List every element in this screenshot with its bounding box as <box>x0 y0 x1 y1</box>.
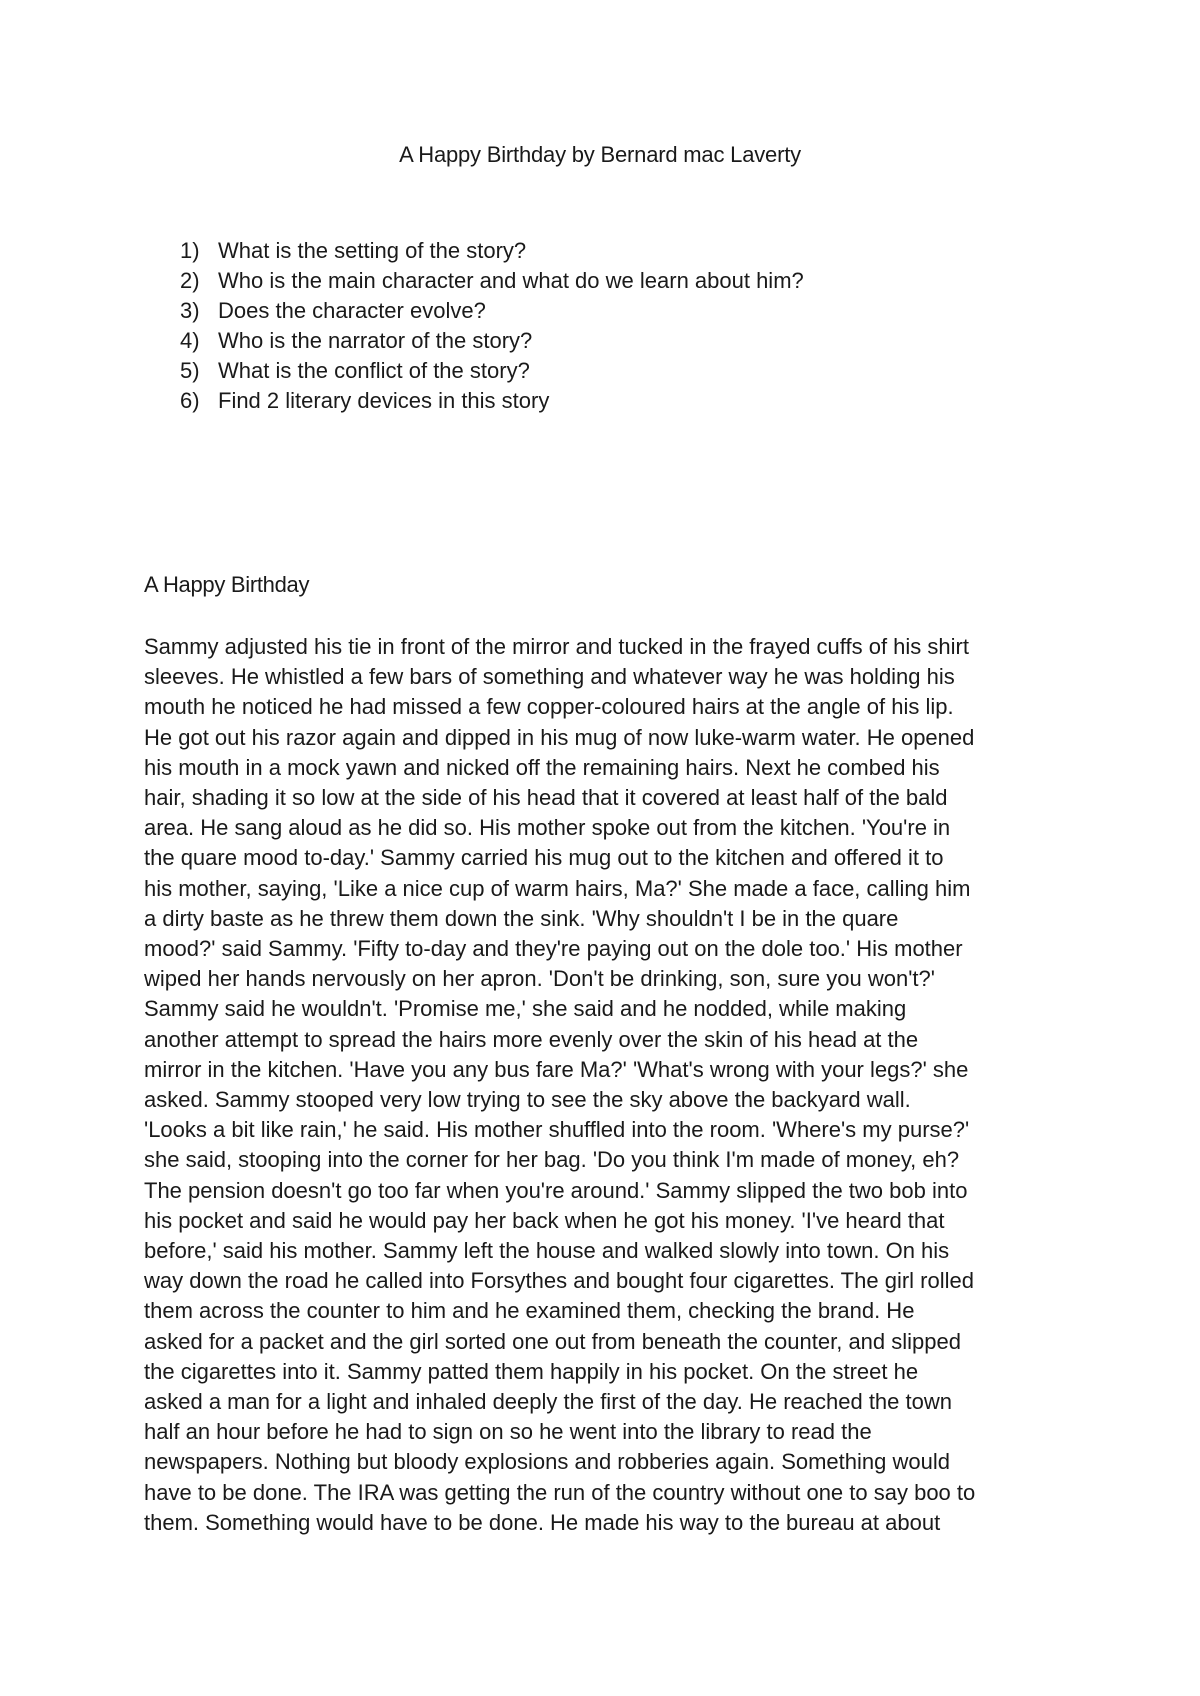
question-item <box>180 386 804 416</box>
question-text: Who is the main character and what do we learn about him? <box>218 268 804 293</box>
question-number: 3) <box>180 298 200 323</box>
story-line: have to be done. The IRA was getting the run of the country without one to say boo to <box>144 1479 976 1505</box>
story-line: mirror in the kitchen. 'Have you any bus fare Ma?' 'What's wrong with your legs?' she <box>144 1056 969 1082</box>
story-line: before,' said his mother. Sammy left the house and walked slowly into town. On his <box>144 1238 950 1264</box>
story-body <box>144 632 1064 1538</box>
story-line: 'Looks a bit like rain,' he said. His mother shuffled into the room. 'Where's my purse?' <box>144 1117 970 1143</box>
question-item <box>180 296 804 326</box>
story-line: The pension doesn't go too far when you're around.' Sammy slipped the two bob into <box>144 1177 968 1203</box>
question-item <box>180 326 804 356</box>
story-line: newspapers. Nothing but bloody explosions and robberies again. Something would <box>144 1449 950 1475</box>
story-line: the quare mood to-day.' Sammy carried his mug out to the kitchen and offered it to <box>144 845 944 871</box>
story-line: Sammy said he wouldn't. 'Promise me,' she said and he nodded, while making <box>144 996 907 1022</box>
question-text: Find 2 literary devices in this story <box>218 388 550 413</box>
story-line: them across the counter to him and he examined them, checking the brand. He <box>144 1298 915 1324</box>
story-line: sleeves. He whistled a few bars of something and whatever way he was holding his <box>144 664 955 690</box>
story-line: mood?' said Sammy. 'Fifty to-day and they're paying out on the dole too.' His mother <box>144 936 963 962</box>
question-text: Does the character evolve? <box>218 298 486 323</box>
story-line: the cigarettes into it. Sammy patted them happily in his pocket. On the street he <box>144 1358 919 1384</box>
question-number: 4) <box>180 328 200 353</box>
question-number: 6) <box>180 388 200 413</box>
story-line: another attempt to spread the hairs more evenly over the skin of his head at the <box>144 1026 919 1052</box>
question-text: What is the setting of the story? <box>218 238 527 263</box>
question-item <box>180 356 804 386</box>
question-list <box>180 236 804 416</box>
story-line: his pocket and said he would pay her back when he got his money. 'I've heard that <box>144 1207 945 1233</box>
story-line: asked a man for a light and inhaled deeply the first of the day. He reached the town <box>144 1389 952 1415</box>
story-line: Sammy adjusted his tie in front of the mirror and tucked in the frayed cuffs of his shirt <box>144 634 969 659</box>
story-line: hair, shading it so low at the side of his head that it covered at least half of the bald <box>144 785 948 811</box>
story-line: half an hour before he had to sign on so he went into the library to read the <box>144 1419 872 1445</box>
story-title: A Happy Birthday <box>144 572 310 597</box>
question-item <box>180 266 804 296</box>
story-line: wiped her hands nervously on her apron. 'Don't be drinking, son, sure you won't?' <box>144 966 935 992</box>
story-line: a dirty baste as he threw them down the sink. 'Why shouldn't I be in the quare <box>144 905 899 931</box>
story-line: way down the road he called into Forsythes and bought four cigarettes. The girl rolled <box>144 1268 974 1294</box>
story-line: asked. Sammy stooped very low trying to see the sky above the backyard wall. <box>144 1087 911 1113</box>
question-text: What is the conflict of the story? <box>218 358 530 383</box>
story-line: mouth he noticed he had missed a few copper-coloured hairs at the angle of his lip. <box>144 694 954 720</box>
story-line: them. Something would have to be done. He made his way to the bureau at about <box>144 1509 941 1535</box>
story-line: she said, stooping into the corner for her bag. 'Do you think I'm made of money, eh? <box>144 1147 960 1173</box>
story-line: asked for a packet and the girl sorted one out from beneath the counter, and slipped <box>144 1328 961 1354</box>
story-line: his mouth in a mock yawn and nicked off the remaining hairs. Next he combed his <box>144 754 940 780</box>
question-number: 1) <box>180 238 200 263</box>
question-number: 2) <box>180 268 200 293</box>
story-line: his mother, saying, 'Like a nice cup of warm hairs, Ma?' She made a face, calling him <box>144 875 971 901</box>
question-number: 5) <box>180 358 200 383</box>
story-line: area. He sang aloud as he did so. His mother spoke out from the kitchen. 'You're in <box>144 815 951 841</box>
document-title: A Happy Birthday by Bernard mac Laverty <box>399 142 801 167</box>
story-line: He got out his razor again and dipped in his mug of now luke-warm water. He opened <box>144 724 975 750</box>
question-text: Who is the narrator of the story? <box>218 328 533 353</box>
question-item <box>180 236 804 266</box>
